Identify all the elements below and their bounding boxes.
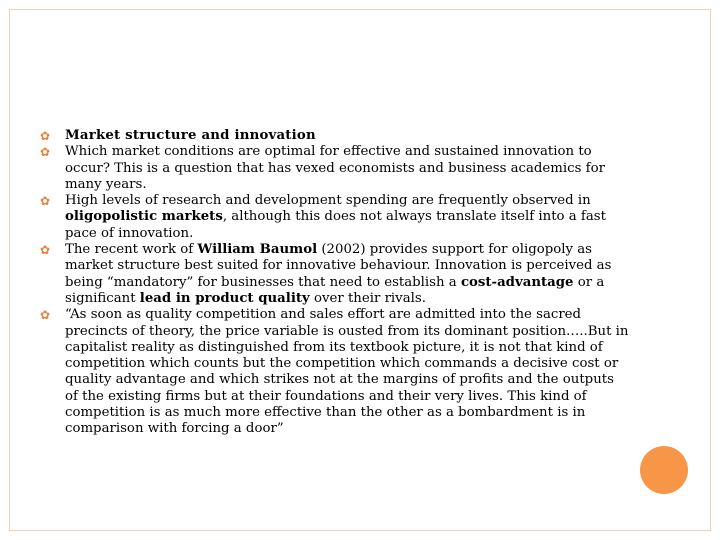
bold-term: lead in product quality: [139, 290, 310, 306]
bullet-text: , although this does not always translate itself into a fast pace of innovation.: [65, 209, 606, 241]
flower-bullet-icon: ✿: [40, 308, 51, 323]
flower-bullet-icon: ✿: [40, 145, 51, 160]
bold-term: William Baumol: [197, 242, 318, 258]
bullet-text: The recent work of: [65, 242, 198, 258]
bullet-item-title: [40, 128, 630, 144]
bullet-text: (2002) provides support for oligopoly as market structure best suited for innovative behaviour. Innovation is perceived as being “mandatory” for businesses that need to establish a: [65, 242, 612, 290]
bullet-text: over their rivals.: [309, 290, 426, 306]
bullet-item: [40, 242, 630, 307]
bold-term: oligopolistic markets: [65, 209, 223, 225]
flower-bullet-icon: ✿: [40, 243, 51, 258]
decorative-circle: [640, 446, 688, 494]
bullet-text: Which market conditions are optimal for effective and sustained innovation to occur? This is a question that has vexed economists and business academics for many years.: [65, 144, 605, 192]
slide-title: Market structure and innovation: [65, 128, 316, 143]
bullet-item: [40, 144, 630, 193]
flower-bullet-icon: ✿: [40, 194, 51, 209]
quote-text: “As soon as quality competition and sales effort are admitted into the sacred precincts of theory, the price variable is ousted from its dominant position…..But in capitalist reality as distinguished from its textbook picture, it is not that kind of competition which counts but the competition which commands a decisive cost or quality advantage and which strikes not at the margins of profits and the outputs of the existing firms but at their foundations and their very lives. This kind of competition is as much more effective than the other as a bombardment is in comparison with forcing a door”: [65, 307, 629, 437]
bullet-text: or a significant: [65, 274, 605, 306]
slide-content: [40, 128, 630, 438]
bullet-item-quote: [40, 307, 630, 437]
bold-term: cost-advantage: [460, 274, 574, 290]
flower-bullet-icon: ✿: [40, 129, 51, 143]
bullet-item: [40, 193, 630, 242]
bullet-text: High levels of research and development spending are frequently observed in: [65, 193, 591, 209]
